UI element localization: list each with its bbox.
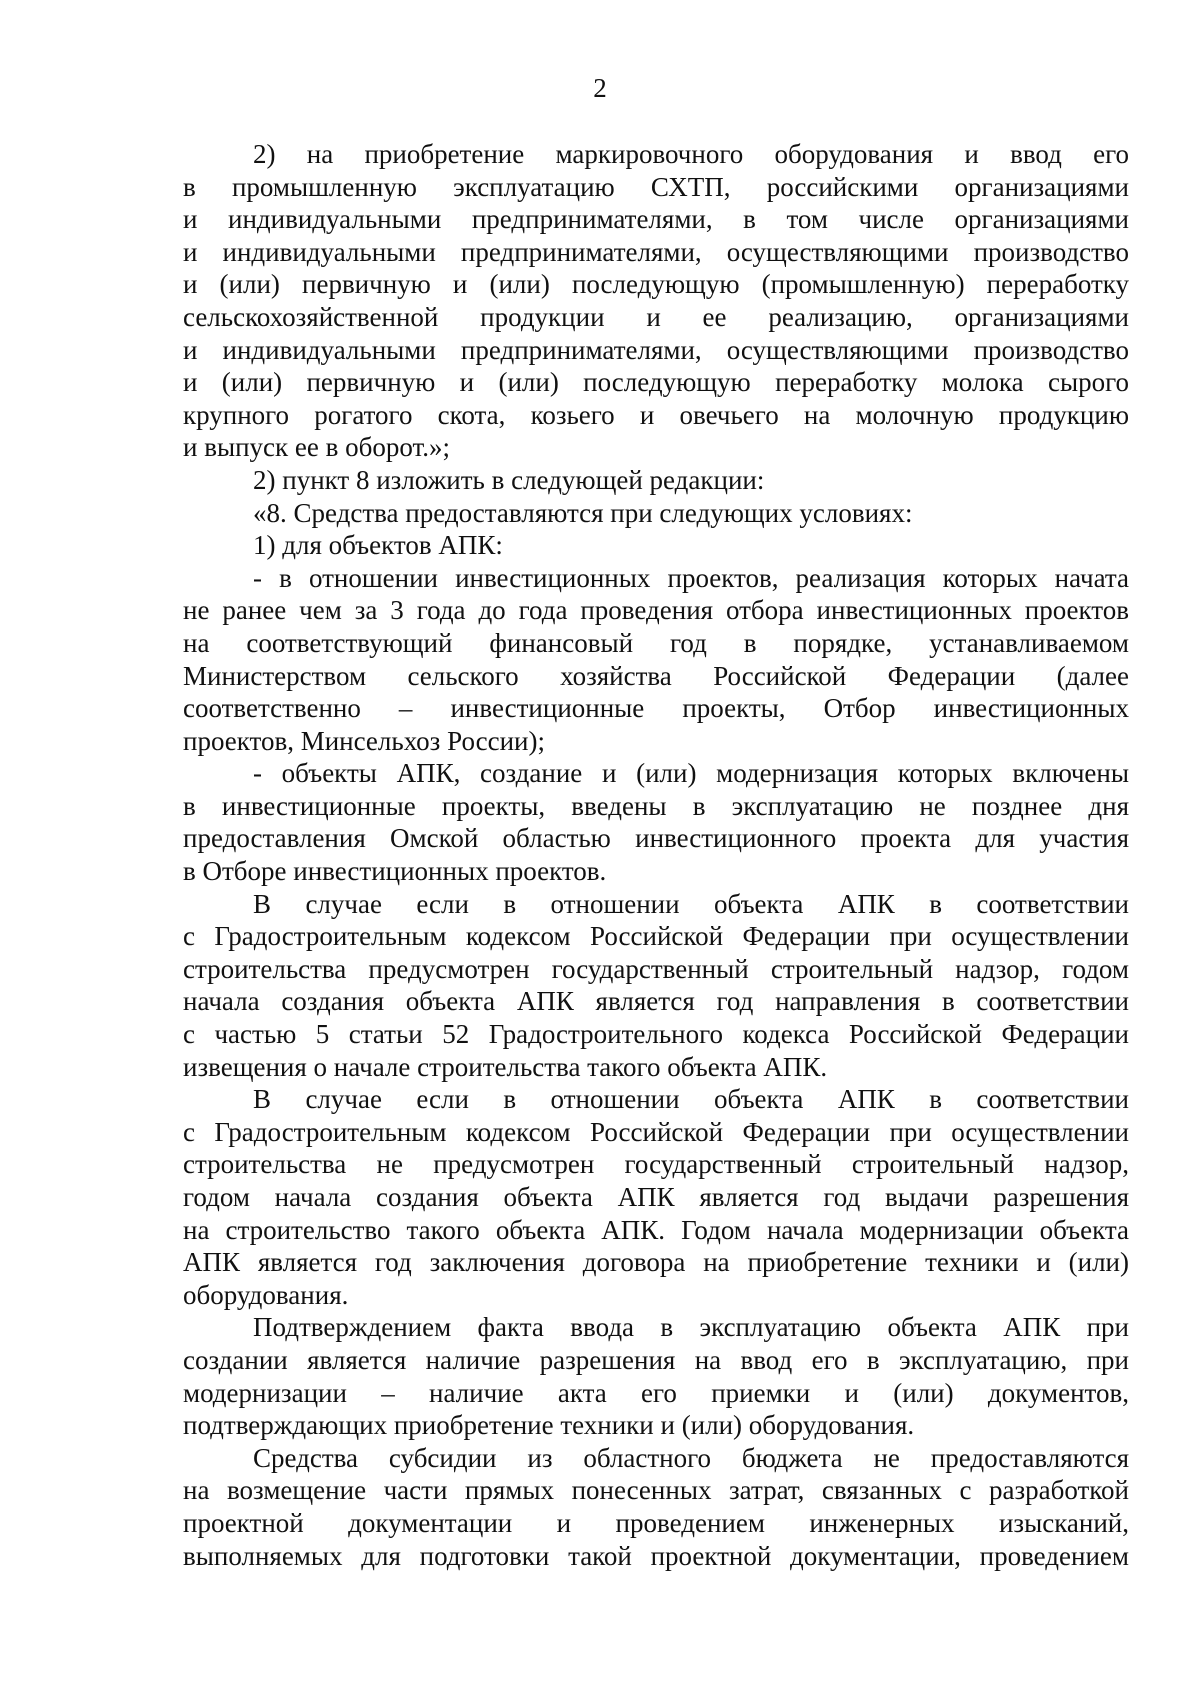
text-line: В случае если в отношении объекта АПК в соответствии (253, 1084, 1129, 1115)
text-line: - объекты АПК, создание и (или) модернизация которых включены (253, 758, 1129, 789)
text-line: Средства субсидии из областного бюджета не предоставляются (253, 1442, 1129, 1473)
text-line: сельскохозяйственной продукции и ее реализацию, организациями (183, 301, 1129, 332)
paragraph-subsidy-restrictions (183, 1442, 1129, 1572)
text-line: и индивидуальными предпринимателями, в том числе организациями (183, 204, 1129, 235)
text-line: на соответствующий финансовый год в порядке, устанавливаемом (183, 627, 1129, 658)
text-line: выполняемых для подготовки такой проектной документации, проведением (183, 1540, 1129, 1571)
text-line: строительства предусмотрен государственный строительный надзор, годом (183, 953, 1129, 984)
text-line: извещения о начале строительства такого объекта АПК. (183, 1051, 828, 1082)
text-line: годом начала создания объекта АПК является год выдачи разрешения (183, 1182, 1129, 1212)
text-line: в промышленную эксплуатацию СХТП, российскими организациями (183, 171, 1129, 202)
text-line: Министерством сельского хозяйства Российской Федерации (далее (183, 660, 1129, 691)
text-line: с Градостроительным кодексом Российской Федерации при осуществлении (183, 921, 1129, 952)
text-line: в инвестиционные проекты, введены в эксплуатацию не позднее дня (183, 790, 1129, 821)
text-line: - в отношении инвестиционных проектов, реализация которых начата (253, 562, 1129, 593)
paragraph-commissioning-confirmation (183, 1311, 1129, 1441)
text-line: и (или) первичную и (или) последующую переработку молока сырого (183, 367, 1129, 398)
text-line: В случае если в отношении объекта АПК в соответствии (253, 888, 1129, 919)
text-line: соответственно – инвестиционные проекты, Отбор инвестиционных (183, 693, 1129, 724)
text-line: на строительство такого объекта АПК. Годом начала модернизации объекта (183, 1214, 1129, 1245)
text-line: «8. Средства предоставляются при следующих условиях: (253, 497, 913, 528)
page-number: 2 (593, 73, 607, 103)
paragraph-apk-objects (183, 529, 1129, 562)
text-line: подтверждающих приобретение техники и (или) оборудования. (183, 1410, 915, 1441)
paragraph-investment-projects (183, 562, 1129, 758)
text-line: крупного рогатого скота, козьего и овечьего на молочную продукцию (183, 399, 1129, 430)
text-line: АПК является год заключения договора на приобретение техники и (или) (183, 1247, 1129, 1278)
document-body (183, 138, 1129, 1572)
text-line: не ранее чем за 3 года до года проведения отбора инвестиционных проектов (183, 595, 1129, 626)
paragraph-supervision-not-provided (183, 1083, 1129, 1311)
text-line: и индивидуальными предпринимателями, осуществляющими производство (183, 334, 1129, 365)
text-line: на возмещение части прямых понесенных затрат, связанных с разработкой (183, 1475, 1129, 1506)
text-line: оборудования. (183, 1279, 349, 1310)
text-line: и индивидуальными предпринимателями, осуществляющими производство (183, 236, 1129, 267)
text-line: проектов, Минсельхоз России); (183, 725, 545, 756)
text-line: начала создания объекта АПК является год направления в соответствии (183, 986, 1129, 1017)
text-line: создании является наличие разрешения на ввод его в эксплуатацию, при (183, 1344, 1129, 1375)
text-line: Подтверждением факта ввода в эксплуатацию объекта АПК при (253, 1312, 1129, 1343)
paragraph-funding-conditions (183, 497, 1129, 530)
text-line: 2) на приобретение маркировочного оборудования и ввод его (253, 139, 1129, 169)
text-line: проектной документации и проведением инженерных изысканий, (183, 1507, 1129, 1538)
text-line: и (или) первичную и (или) последующую (промышленную) переработку (183, 269, 1129, 300)
text-line: в Отборе инвестиционных проектов. (183, 856, 607, 887)
text-line: 1) для объектов АПК: (253, 530, 503, 561)
text-line: 2) пункт 8 изложить в следующей редакции: (253, 464, 765, 495)
paragraph-marking-equipment (183, 138, 1129, 464)
paragraph-objects-commissioned (183, 757, 1129, 887)
paragraph-supervision-provided (183, 888, 1129, 1084)
text-line: с Градостроительным кодексом Российской Федерации при осуществлении (183, 1116, 1129, 1147)
text-line: модернизации – наличие акта его приемки и (или) документов, (183, 1377, 1129, 1408)
text-line: с частью 5 статьи 52 Градостроительного кодекса Российской Федерации (183, 1019, 1129, 1050)
text-line: предоставления Омской областью инвестиционного проекта для участия (183, 823, 1129, 854)
text-line: и выпуск ее в оборот.»; (183, 432, 451, 463)
text-line: строительства не предусмотрен государственный строительный надзор, (183, 1149, 1129, 1180)
paragraph-point-8-amendment (183, 464, 1129, 497)
